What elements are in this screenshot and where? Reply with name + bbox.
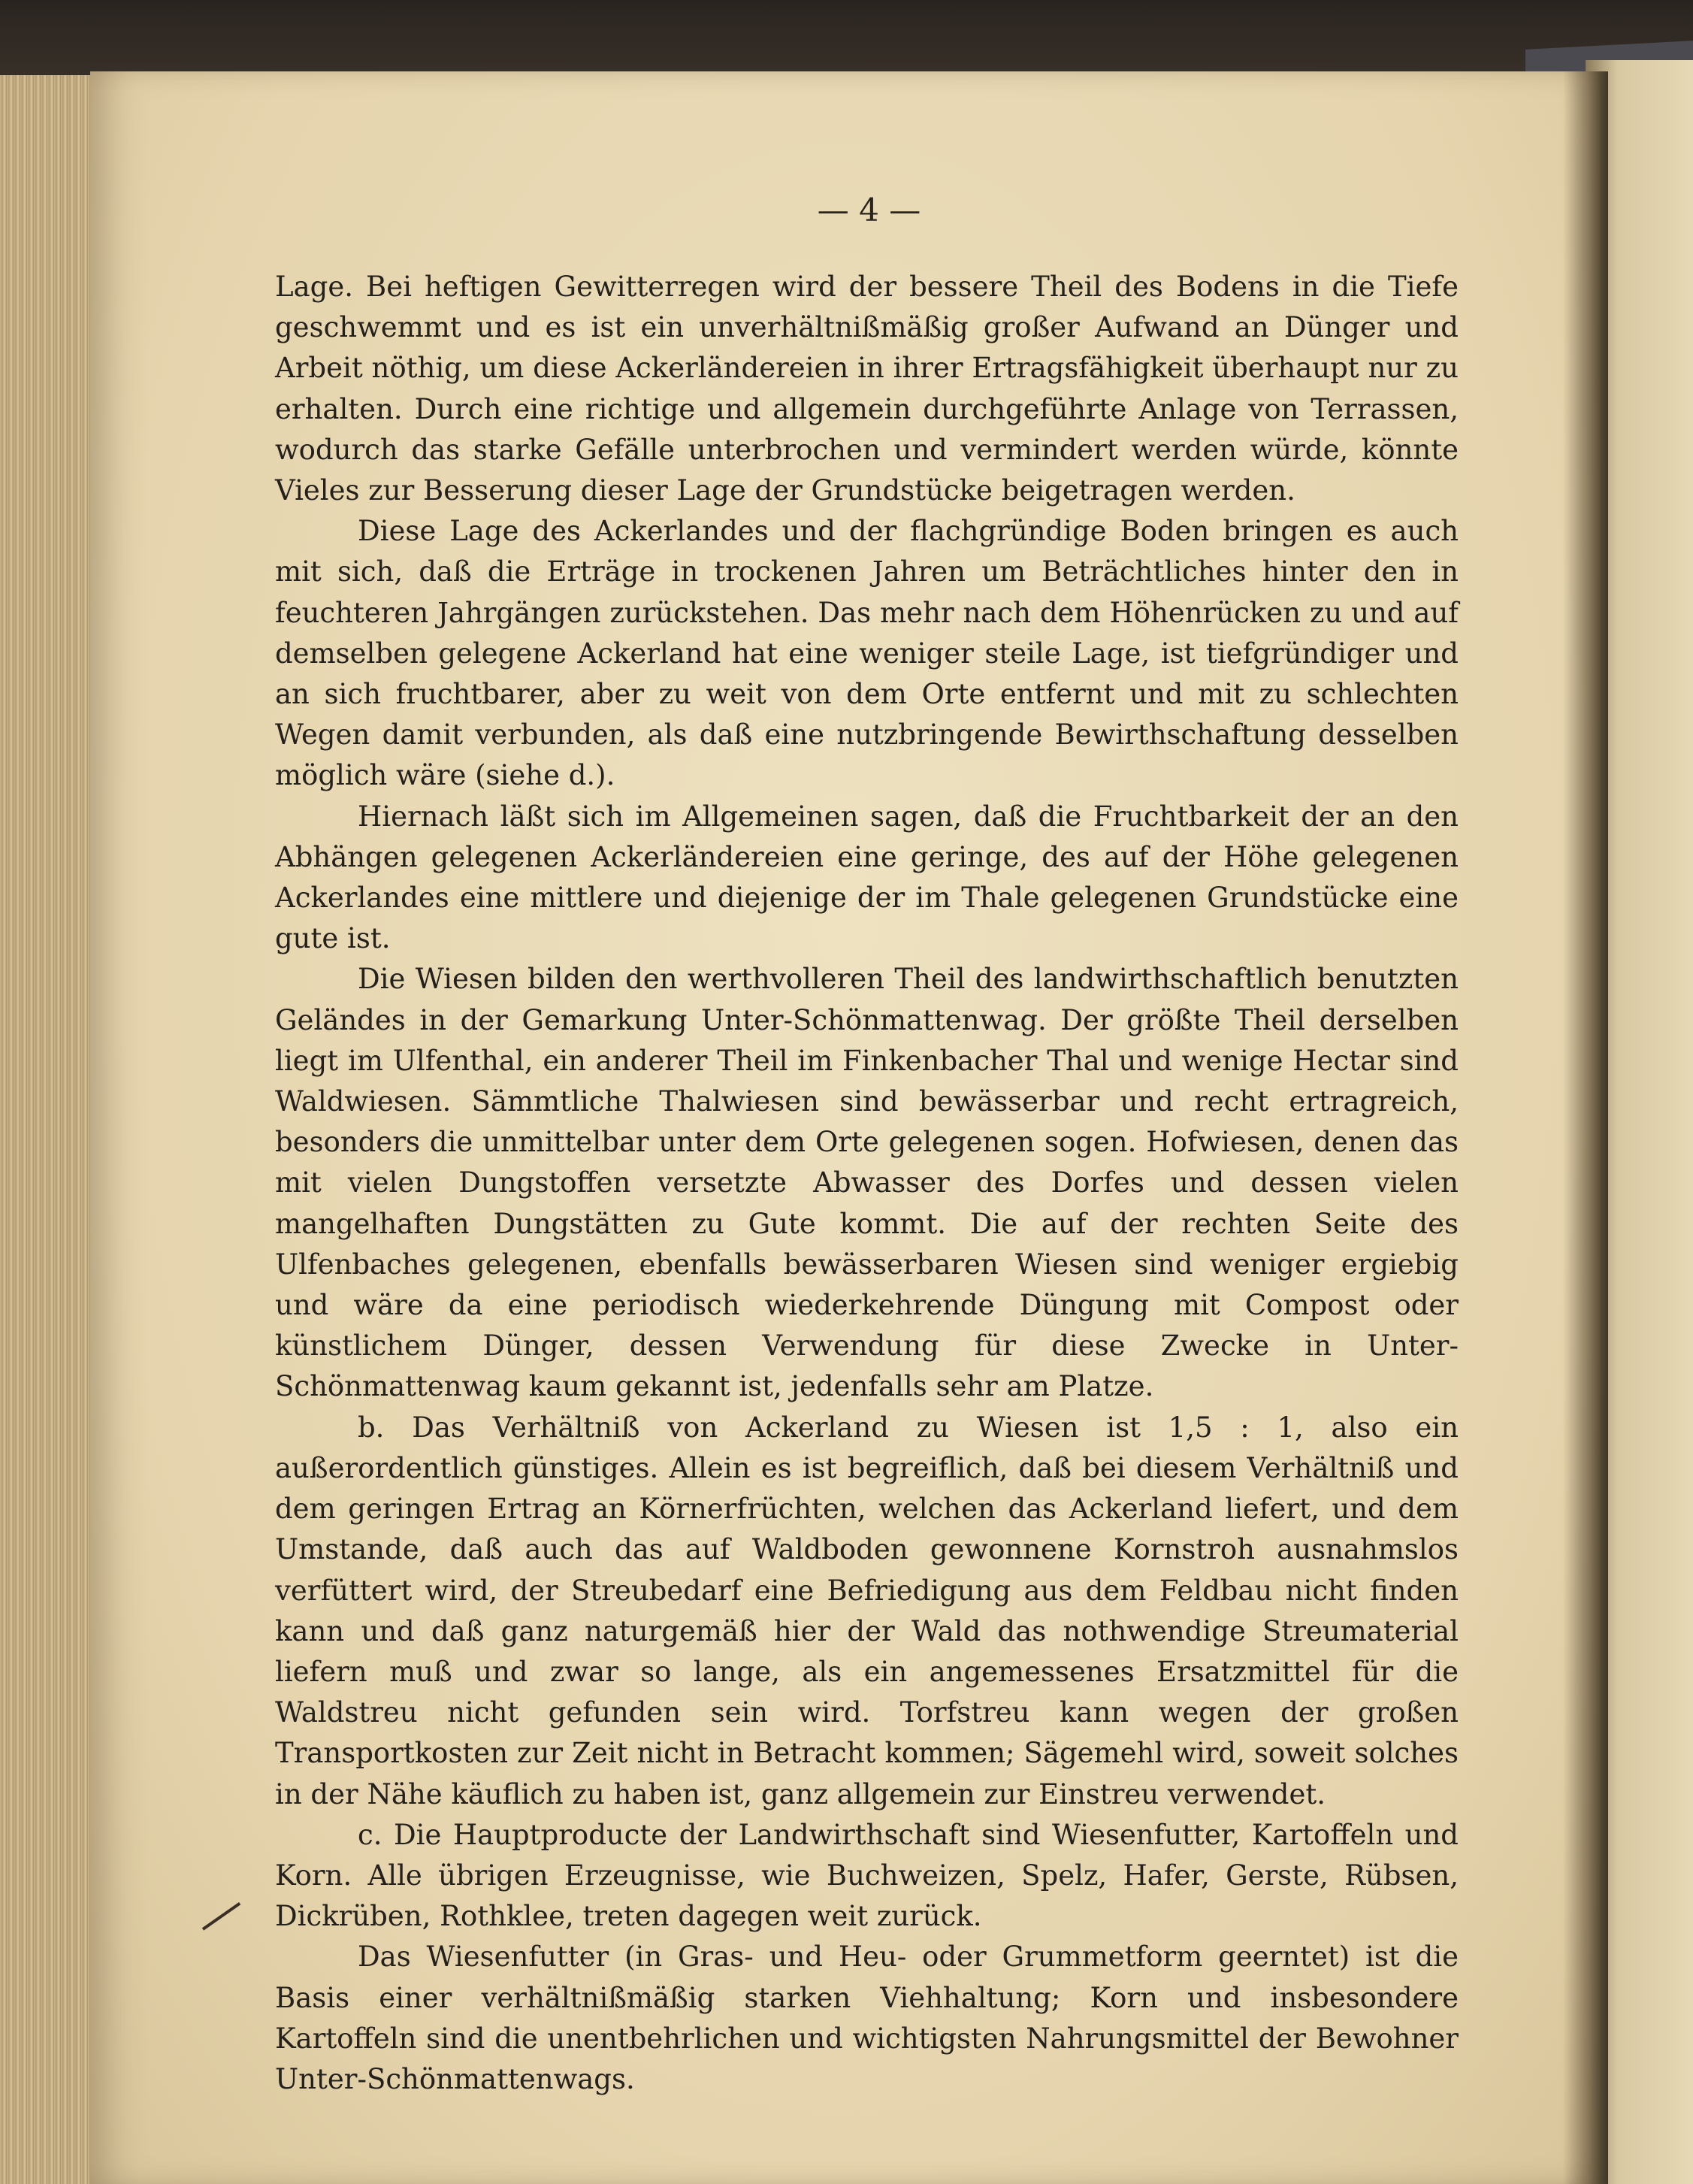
paragraph: Diese Lage des Ackerlandes und der flachgründige Boden bringen es auch mit sich, daß die Erträge in trockenen Jahren um Beträchtliches hinter den in feuchteren Jahrgängen zurückstehen. Das mehr nach dem Höhenrücken zu und auf demselben gelegene Ackerland hat eine weniger steile Lage, ist tiefgründiger und an sich fruchtbarer, aber zu weit von dem Orte entfernt und mit zu schlechten Wegen damit verbunden, als daß eine nutzbringende Bewirthschaftung desselben möglich wäre (siehe d.). (275, 515, 1459, 792)
body-text (275, 267, 1459, 2100)
paragraph: b. Das Verhältniß von Ackerland zu Wiesen ist 1,5 : 1, also ein außerordentlich günstiges. Allein es ist begreiflich, daß bei diesem Verhältniß und dem geringen Ertrag an Körnerfrüchten, welchen das Ackerland liefert, und dem Umstande, daß auch das auf Waldboden gewonnene Kornstroh ausnahmslos verfüttert wird, der Streubedarf eine Befriedigung aus dem Feldbau nicht finden kann und daß ganz naturgemäß hier der Wald das nothwendige Streumaterial liefern muß und zwar so lange, als ein angemessenes Ersatzmittel für die Waldstreu nicht gefunden sein wird. Torfstreu kann wegen der großen Transportkosten zur Zeit nicht in Betracht kommen; Sägemehl wird, soweit solches in der Nähe käuflich zu haben ist, ganz allgemein zur Einstreu verwendet. (275, 1411, 1459, 1810)
page-number: — 4 — (817, 192, 921, 228)
paragraph: Lage. Bei heftigen Gewitterregen wird der bessere Theil des Bodens in die Tiefe geschwemmt und es ist ein unverhältnißmäßig großer Aufwand an Dünger und Arbeit nöthig, um diese Ackerländereien in ihrer Ertragsfähigkeit überhaupt nur zu erhalten. Durch eine richtige und allgemein durchgeführte Anlage von Terrassen, wodurch das starke Gefälle unterbrochen und vermindert werden würde, könnte Vieles zur Besserung dieser Lage der Grundstücke beigetragen werden. (275, 271, 1459, 507)
paragraph: Das Wiesenfutter (in Gras- und Heu- oder Grummetform geerntet) ist die Basis einer verhältnißmäßig starken Viehhaltung; Korn und insbesondere Kartoffeln sind die unentbehrlichen und wichtigsten Nahrungsmittel der Bewohner Unter-Schönmattenwags. (275, 1940, 1459, 2095)
paragraph: c. Die Hauptproducte der Landwirthschaft sind Wiesenfutter, Kartoffeln und Korn. Alle übrigen Erzeugnisse, wie Buchweizen, Spelz, Hafer, Gerste, Rübsen, Dickrüben, Rothklee, treten dagegen weit zurück. (275, 1818, 1459, 1933)
paragraph: Hiernach läßt sich im Allgemeinen sagen, daß die Fruchtbarkeit der an den Abhängen gelegenen Ackerländereien eine geringe, des auf der Höhe gelegenen Ackerlandes eine mittlere und diejenige der im Thale gelegenen Grundstücke eine gute ist. (275, 800, 1459, 955)
paragraph: Die Wiesen bilden den werthvolleren Theil des landwirthschaftlich benutzten Geländes in der Gemarkung Unter-Schönmattenwag. Der größte Theil derselben liegt im Ulfenthal, ein anderer Theil im Finkenbacher Thal und wenige Hectar sind Waldwiesen. Sämmtliche Thalwiesen sind bewässerbar und recht ertragreich, besonders die unmittelbar unter dem Orte gelegenen sogen. Hofwiesen, denen das mit vielen Dungstoffen versetzte Abwasser des Dorfes und dessen vielen mangelhaften Dungstätten zu Gute kommt. Die auf der rechten Seite des Ulfenbaches gelegenen, ebenfalls bewässerbaren Wiesen sind weniger ergiebig und wäre da eine periodisch wiederkehrende Düngung mit Compost oder künstlichem Dünger, dessen Verwendung für diese Zwecke in Unter-Schönmattenwag kaum gekannt ist, jedenfalls sehr am Platze. (275, 963, 1459, 1403)
page-gutter-shadow (1563, 71, 1608, 2184)
